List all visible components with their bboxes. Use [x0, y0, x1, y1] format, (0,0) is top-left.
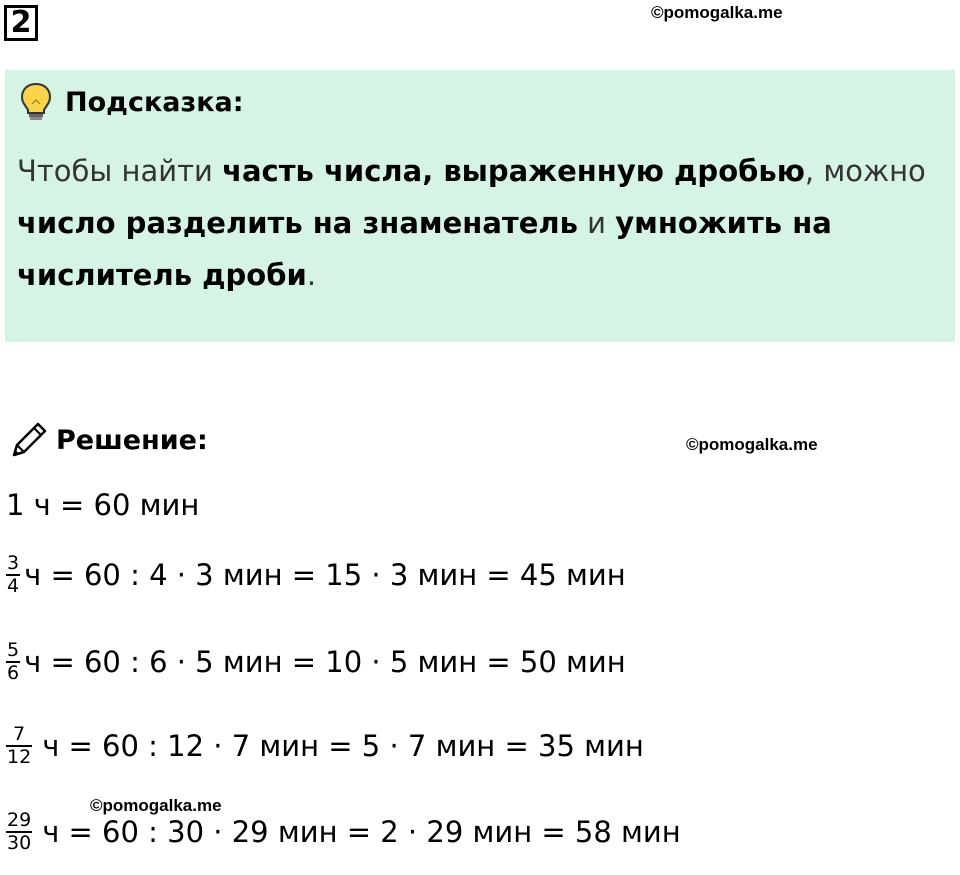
hint-text-part-bold: число разделить на знаменатель: [17, 206, 578, 240]
fraction: [6, 810, 32, 854]
hint-text-part: .: [306, 258, 317, 292]
solution-line-text: ч = 60 : 4 · 3 мин = 15 · 3 мин = 45 мин: [24, 558, 626, 592]
solution-line-2: [6, 553, 626, 597]
hint-text-part: , можно: [804, 154, 926, 188]
solution-line-text: ч = 60 : 6 · 5 мин = 10 · 5 мин = 50 мин: [24, 645, 626, 679]
fraction-denominator: 12: [7, 746, 32, 768]
hint-box: [5, 70, 955, 342]
watermark-bottom: ©pomogalka.me: [90, 796, 222, 815]
lightbulb-icon: [19, 82, 53, 122]
hint-text-part: Чтобы найти: [17, 154, 223, 188]
solution-title: Решение:: [56, 424, 208, 456]
solution-line-text: 1 ч = 60 мин: [6, 488, 200, 522]
fraction-denominator: 30: [7, 832, 32, 854]
hint-text-part: и: [577, 206, 616, 240]
hint-text-part-bold: умножить на числитель дроби: [17, 206, 832, 292]
watermark-top: ©pomogalka.me: [651, 3, 783, 22]
solution-line-3: [6, 640, 626, 684]
fraction-denominator: 4: [7, 575, 20, 597]
hint-title: Подсказка:: [65, 86, 244, 118]
solution-line-text: ч = 60 : 30 · 29 мин = 2 · 29 мин = 58 мин: [42, 815, 681, 849]
fraction-numerator: 29: [7, 809, 32, 831]
fraction-numerator: 3: [7, 552, 20, 574]
fraction-numerator: 7: [13, 723, 26, 745]
fraction: [6, 640, 20, 684]
hint-text: [17, 145, 937, 301]
fraction-numerator: 5: [7, 639, 20, 661]
watermark-middle: ©pomogalka.me: [686, 435, 818, 454]
solution-line-4: [6, 724, 644, 768]
solution-line-5: [6, 810, 681, 854]
pencil-icon: [8, 419, 50, 461]
solution-header: [8, 420, 208, 460]
hint-text-part-bold: часть числа, выраженную дробью: [222, 154, 805, 188]
solution-line-1: [6, 488, 199, 522]
task-number: 2: [4, 5, 38, 41]
fraction: [6, 553, 20, 597]
hint-header: [19, 82, 244, 122]
solution-line-text: ч = 60 : 12 · 7 мин = 5 · 7 мин = 35 мин: [42, 729, 644, 763]
fraction: [6, 724, 32, 768]
fraction-denominator: 6: [7, 662, 20, 684]
